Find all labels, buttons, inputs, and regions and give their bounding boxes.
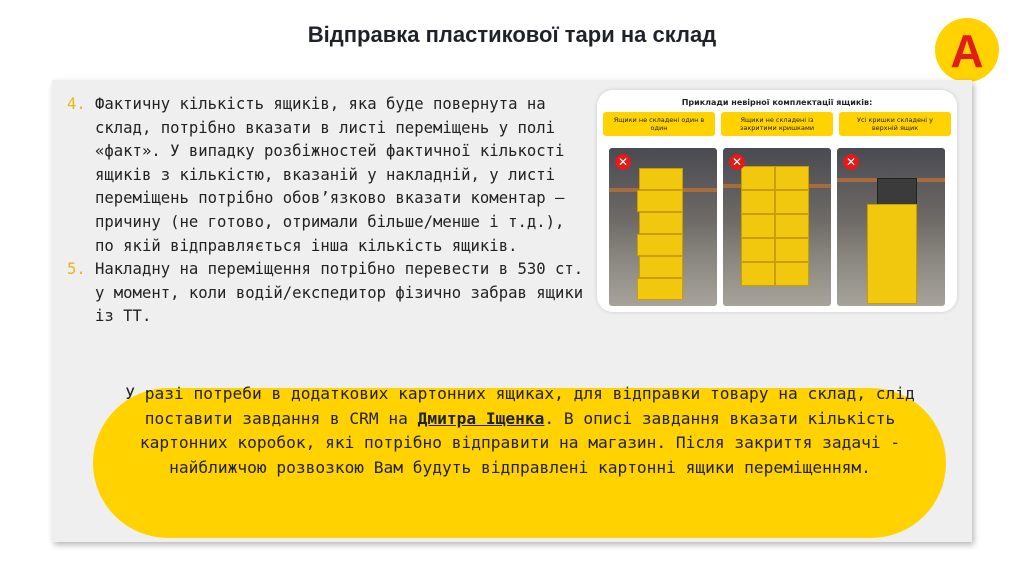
page-title: Відправка пластикової тари на склад bbox=[307, 22, 717, 47]
brand-logo bbox=[935, 18, 999, 82]
x-icon: ✕ bbox=[729, 154, 745, 170]
note-text-after: . В описі завдання вказати кількість картонних коробок, які потрібно відправити на магазин. Після закриття задачі - найближчою розвозкою Вам будуть відправлені картонні ящики переміщенням. bbox=[139, 408, 901, 477]
step-text: Фактичну кількість ящиків, яка буде повернута на склад, потрібно вказати в листі переміщень у полі «факт». У випадку розбіжностей фактичної кількості ящиків з кількістю, вказаній у накладній, у листі переміщень потрібно обов’язково вказати коментар – причину (не готово, отримали більше/менше і т.д.), по якій відправляється інша кількість ящиків. bbox=[95, 95, 565, 255]
assignee-name: Дмитра Іщенка bbox=[417, 408, 545, 428]
example-caption: Ящики не складені із закритими кришками bbox=[721, 112, 833, 136]
example-caption: Ящики не складені один в один bbox=[603, 112, 715, 136]
example-photo bbox=[837, 148, 945, 306]
example-image-title: Приклади невірної комплектації ящиків: bbox=[681, 98, 873, 107]
x-icon: ✕ bbox=[843, 154, 859, 170]
x-icon: ✕ bbox=[615, 154, 631, 170]
list-item bbox=[67, 258, 587, 329]
steps-list bbox=[67, 93, 587, 329]
example-caption: Усі кришки складені у верхній ящик bbox=[839, 112, 951, 136]
note-text-before: У разі потреби в додаткових картонних ящиках, для відправки товару на склад, слід поставити завдання в CRM на bbox=[125, 384, 915, 428]
step-number: 4. bbox=[67, 95, 86, 113]
note-text bbox=[110, 382, 930, 480]
example-photo bbox=[723, 148, 831, 306]
example-photo bbox=[609, 148, 717, 306]
step-number: 5. bbox=[67, 260, 86, 279]
list-item bbox=[67, 93, 587, 258]
step-text: Накладну на переміщення потрібно перевести в 530 ст. у момент, коли водій/експедитор фізично забрав ящики із ТТ. bbox=[95, 260, 584, 326]
example-image bbox=[597, 90, 957, 312]
logo-letter: A bbox=[950, 25, 984, 77]
